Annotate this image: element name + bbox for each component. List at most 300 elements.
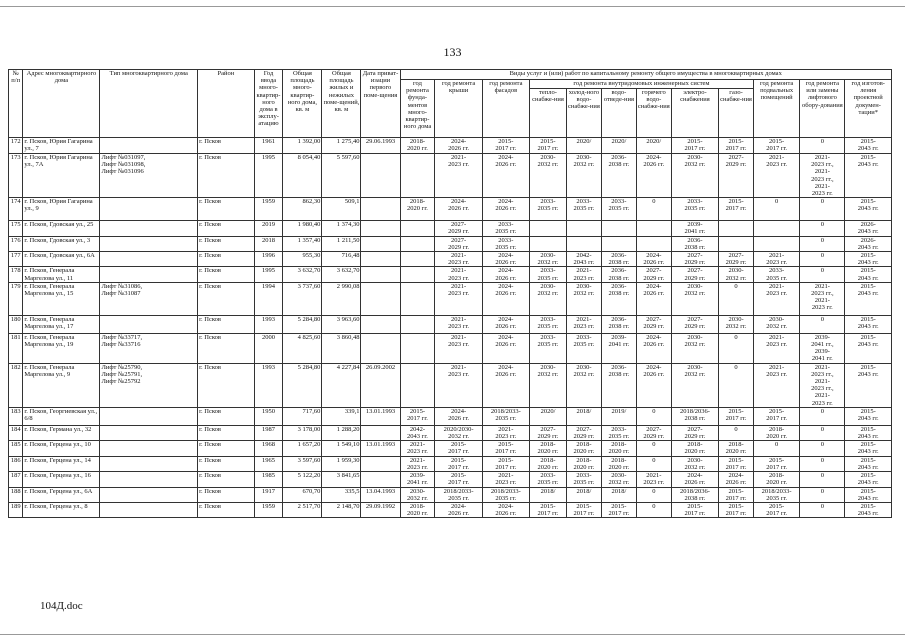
- header-privatization-date: Дата приват-изации первого поме-щения: [361, 70, 400, 138]
- cell-addr: г. Псков, Герцена ул., 8: [23, 502, 100, 517]
- cell-lift: 0: [800, 425, 845, 440]
- cell-fac: 2024- 2026 гг.: [482, 198, 529, 221]
- cell-proj: 2015- 2043 гг.: [845, 138, 892, 154]
- cell-base: 2015- 2017 гг.: [754, 407, 800, 425]
- cell-elec: 2018- 2020 гг.: [671, 441, 718, 456]
- cell-priv: [361, 456, 400, 471]
- cell-priv: [361, 221, 400, 236]
- cell-year: 2019: [254, 221, 283, 236]
- cell-priv: [361, 472, 400, 487]
- cell-type: [100, 472, 198, 487]
- cell-hot: 2021- 2023 гг.: [636, 472, 671, 487]
- footer-filename: 104Д.doc: [40, 600, 83, 612]
- cell-priv: [361, 236, 400, 251]
- cell-dist: г. Псков: [198, 456, 255, 471]
- cell-lift: 2021- 2023 гг., 2021- 2023 гг.: [800, 282, 845, 315]
- cell-roof: 2024- 2026 гг.: [435, 502, 482, 517]
- cell-base: 2018- 2020 гг.: [754, 472, 800, 487]
- cell-num: 177: [9, 252, 23, 267]
- cell-fund: 2018- 2020 гг.: [400, 138, 435, 154]
- cell-fund: [400, 363, 435, 407]
- cell-hot: [636, 221, 671, 236]
- cell-addr: г. Псков, Германа ул., 32: [23, 425, 100, 440]
- cell-base: 2018- 2020 гг.: [754, 425, 800, 440]
- cell-liv: 1 959,30: [322, 456, 361, 471]
- header-cold-water: холод-ного водо-снабже-ния: [566, 89, 601, 138]
- cell-num: 172: [9, 138, 23, 154]
- cell-liv: 3 963,60: [322, 315, 361, 333]
- cell-lift: 0: [800, 487, 845, 502]
- cell-base: 2015- 2017 гг.: [754, 456, 800, 471]
- cell-hot: 2024- 2026 гг.: [636, 333, 671, 363]
- cell-fac: 2024- 2026 гг.: [482, 154, 529, 198]
- cell-hot: 2024- 2026 гг.: [636, 154, 671, 198]
- cell-addr: г. Псков, Генерала Маргелова ул., 19: [23, 333, 100, 363]
- cell-lift: 2021- 2023 гг., 2021- 2023 гг., 2021- 2023 гг.: [800, 154, 845, 198]
- cell-priv: [361, 252, 400, 267]
- cell-addr: г. Псков, Герцена ул., 14: [23, 456, 100, 471]
- cell-year: 1993: [254, 363, 283, 407]
- cell-hot: 0: [636, 502, 671, 517]
- cell-elec: 2036- 2038 гг.: [671, 236, 718, 251]
- header-address: Адрес многоквартирного дома: [23, 70, 100, 138]
- cell-fund: 2030- 2032 гг.: [400, 487, 435, 502]
- cell-area: 670,70: [283, 487, 322, 502]
- table-row: [9, 282, 892, 315]
- cell-priv: 13.04.1993: [361, 487, 400, 502]
- cell-year: 1985: [254, 472, 283, 487]
- cell-dist: г. Псков: [198, 487, 255, 502]
- cell-year: 1917: [254, 487, 283, 502]
- cell-elec: 2018/2036- 2038 гг.: [671, 487, 718, 502]
- cell-roof: 2021- 2023 гг.: [435, 154, 482, 198]
- cell-fund: 2021- 2023 гг.: [400, 441, 435, 456]
- table-row: [9, 154, 892, 198]
- cell-drain: 2036- 2038 гг.: [601, 363, 636, 407]
- cell-heat: 2020/: [529, 407, 566, 425]
- cell-drain: [601, 236, 636, 251]
- header-heat: тепло-снабже-ния: [529, 89, 566, 138]
- table-row: [9, 315, 892, 333]
- cell-dist: г. Псков: [198, 252, 255, 267]
- cell-gas: 0: [719, 425, 754, 440]
- cell-fac: 2024- 2026 гг.: [482, 282, 529, 315]
- cell-base: 2021- 2023 гг.: [754, 363, 800, 407]
- cell-lift: 0: [800, 456, 845, 471]
- cell-area: 2 517,70: [283, 502, 322, 517]
- table-row: [9, 456, 892, 471]
- cell-proj: 2015- 2043 гг.: [845, 472, 892, 487]
- cell-elec: 2027- 2029 гг.: [671, 315, 718, 333]
- cell-heat: 2033- 2035 гг.: [529, 315, 566, 333]
- cell-drain: [601, 221, 636, 236]
- table-row: [9, 236, 892, 251]
- header-hot-water: горячего водо-снабже-ния: [636, 89, 671, 138]
- cell-dist: г. Псков: [198, 407, 255, 425]
- cell-liv: 716,48: [322, 252, 361, 267]
- cell-roof: 2015- 2017 гг.: [435, 456, 482, 471]
- cell-cold: 2020/: [566, 138, 601, 154]
- cell-priv: [361, 154, 400, 198]
- cell-heat: [529, 221, 566, 236]
- table-row: [9, 363, 892, 407]
- cell-hot: 0: [636, 198, 671, 221]
- table-row: [9, 138, 892, 154]
- cell-fac: 2033- 2035 гг.: [482, 236, 529, 251]
- cell-base: 0: [754, 441, 800, 456]
- cell-addr: г. Псков, Юрия Гагарина ул., 7: [23, 138, 100, 154]
- cell-liv: 3 841,65: [322, 472, 361, 487]
- cell-elec: 2015- 2017 гг.: [671, 502, 718, 517]
- cell-drain: 2019/: [601, 407, 636, 425]
- cell-heat: 2033- 2035 гг.: [529, 472, 566, 487]
- cell-num: 184: [9, 425, 23, 440]
- table-row: [9, 487, 892, 502]
- cell-heat: 2033- 2035 гг.: [529, 267, 566, 282]
- cell-num: 186: [9, 456, 23, 471]
- cell-fac: 2021- 2023 гг.: [482, 472, 529, 487]
- cell-hot: 2027- 2029 гг.: [636, 425, 671, 440]
- cell-cold: 2033- 2035 гг.: [566, 472, 601, 487]
- cell-liv: 3 860,48: [322, 333, 361, 363]
- cell-gas: 2015- 2017 гг.: [719, 502, 754, 517]
- header-facade: год ремонта фасадов: [482, 80, 529, 138]
- cell-area: 5 284,80: [283, 315, 322, 333]
- cell-year: 2018: [254, 236, 283, 251]
- cell-base: 0: [754, 198, 800, 221]
- cell-priv: [361, 282, 400, 315]
- cell-heat: 2018- 2020 гг.: [529, 456, 566, 471]
- cell-lift: 0: [800, 472, 845, 487]
- cell-fund: [400, 315, 435, 333]
- cell-dist: г. Псков: [198, 198, 255, 221]
- cell-type: [100, 502, 198, 517]
- cell-fac: 2024- 2026 гг.: [482, 363, 529, 407]
- cell-cold: 2021- 2023 гг.: [566, 315, 601, 333]
- cell-base: 2015- 2017 гг.: [754, 138, 800, 154]
- cell-drain: 2036- 2038 гг.: [601, 282, 636, 315]
- cell-fund: [400, 267, 435, 282]
- cell-liv: 2 990,08: [322, 282, 361, 315]
- cell-priv: [361, 267, 400, 282]
- cell-heat: 2015- 2017 гг.: [529, 138, 566, 154]
- cell-cold: 2030- 2032 гг.: [566, 363, 601, 407]
- header-year: Год ввода много-квартир-ного дома в эксплу-атацию: [254, 70, 283, 138]
- cell-fac: 2024- 2026 гг.: [482, 315, 529, 333]
- header-gas: газо-снабже-ния: [719, 89, 754, 138]
- cell-gas: 2015- 2017 гг.: [719, 407, 754, 425]
- cell-elec: 2030- 2032 гг.: [671, 282, 718, 315]
- cell-dist: г. Псков: [198, 441, 255, 456]
- header-roof: год ремонта крыши: [435, 80, 482, 138]
- cell-year: 2000: [254, 333, 283, 363]
- cell-base: 2018/2033- 2035 гг.: [754, 487, 800, 502]
- cell-drain: 2018/: [601, 487, 636, 502]
- cell-dist: г. Псков: [198, 472, 255, 487]
- cell-priv: [361, 425, 400, 440]
- cell-gas: 0: [719, 282, 754, 315]
- cell-heat: [529, 236, 566, 251]
- cell-num: 181: [9, 333, 23, 363]
- cell-gas: 2015- 2017 гг.: [719, 138, 754, 154]
- cell-addr: г. Псков, Гдовская ул., 3: [23, 236, 100, 251]
- cell-addr: г. Псков, Герцена ул., 10: [23, 441, 100, 456]
- cell-area: 955,30: [283, 252, 322, 267]
- cell-proj: 2015- 2043 гг.: [845, 267, 892, 282]
- cell-addr: г. Псков, Генерала Маргелова ул., 17: [23, 315, 100, 333]
- cell-type: [100, 425, 198, 440]
- cell-proj: 2026- 2043 гг.: [845, 221, 892, 236]
- cell-area: 3 178,00: [283, 425, 322, 440]
- cell-year: 1993: [254, 315, 283, 333]
- cell-type: [100, 315, 198, 333]
- cell-fund: [400, 282, 435, 315]
- cell-num: 178: [9, 267, 23, 282]
- cell-area: 1 657,20: [283, 441, 322, 456]
- cell-priv: 26.09.2002: [361, 363, 400, 407]
- cell-roof: 2021- 2023 гг.: [435, 282, 482, 315]
- cell-dist: г. Псков: [198, 502, 255, 517]
- cell-cold: 2033- 2035 гг.: [566, 198, 601, 221]
- header-works-group: Виды услуг и (или) работ по капитальному ремонту общего имущества в многоквартирных домах: [400, 70, 891, 80]
- cell-liv: 1 288,20: [322, 425, 361, 440]
- table-row: [9, 333, 892, 363]
- cell-year: 1959: [254, 198, 283, 221]
- cell-roof: 2021- 2023 гг.: [435, 252, 482, 267]
- cell-cold: 2018/: [566, 407, 601, 425]
- cell-cold: 2015- 2017 гг.: [566, 502, 601, 517]
- cell-fund: 2021- 2023 гг.: [400, 456, 435, 471]
- cell-gas: 2015- 2017 гг.: [719, 487, 754, 502]
- cell-lift: 0: [800, 221, 845, 236]
- cell-liv: 2 148,70: [322, 502, 361, 517]
- cell-fac: 2021- 2023 гг.: [482, 425, 529, 440]
- cell-gas: 2015- 2017 гг.: [719, 456, 754, 471]
- page-number: 133: [443, 45, 462, 59]
- cell-type: [100, 456, 198, 471]
- cell-roof: 2024- 2026 гг.: [435, 198, 482, 221]
- scan-edge-bottom: [0, 634, 905, 635]
- cell-gas: 2015- 2017 гг.: [719, 198, 754, 221]
- cell-priv: 13.01.1993: [361, 407, 400, 425]
- cell-hot: 2020/: [636, 138, 671, 154]
- cell-proj: 2015- 2043 гг.: [845, 407, 892, 425]
- cell-area: 862,30: [283, 198, 322, 221]
- cell-priv: 29.09.1992: [361, 502, 400, 517]
- cell-type: [100, 267, 198, 282]
- cell-year: 1959: [254, 502, 283, 517]
- cell-num: 188: [9, 487, 23, 502]
- cell-dist: г. Псков: [198, 221, 255, 236]
- table-row: [9, 441, 892, 456]
- cell-year: 1961: [254, 138, 283, 154]
- cell-fund: 2018- 2020 гг.: [400, 502, 435, 517]
- cell-fac: 2024- 2026 гг.: [482, 252, 529, 267]
- cell-hot: 2024- 2026 гг.: [636, 282, 671, 315]
- cell-drain: 2033- 2035 гг.: [601, 425, 636, 440]
- cell-proj: 2015- 2043 гг.: [845, 333, 892, 363]
- cell-heat: 2030- 2032 гг.: [529, 282, 566, 315]
- cell-fac: 2018/2033- 2035 гг.: [482, 407, 529, 425]
- cell-liv: 339,1: [322, 407, 361, 425]
- header-num: № п/п: [9, 70, 23, 138]
- cell-drain: 2020/: [601, 138, 636, 154]
- cell-dist: г. Псков: [198, 333, 255, 363]
- cell-lift: 0: [800, 267, 845, 282]
- cell-year: 1995: [254, 154, 283, 198]
- cell-heat: 2033- 2035 гг.: [529, 333, 566, 363]
- cell-addr: г. Псков, Генерала Маргелова ул., 11: [23, 267, 100, 282]
- cell-fac: 2024- 2026 гг.: [482, 502, 529, 517]
- cell-proj: 2015- 2043 гг.: [845, 487, 892, 502]
- cell-num: 185: [9, 441, 23, 456]
- cell-cold: 2030- 2032 гг.: [566, 282, 601, 315]
- cell-cold: 2027- 2029 гг.: [566, 425, 601, 440]
- cell-elec: 2027- 2029 гг.: [671, 425, 718, 440]
- cell-base: [754, 221, 800, 236]
- cell-heat: 2027- 2029 гг.: [529, 425, 566, 440]
- cell-addr: г. Псков, Герцена ул., 16: [23, 472, 100, 487]
- cell-roof: 2027- 2029 гг.: [435, 236, 482, 251]
- cell-fund: [400, 154, 435, 198]
- cell-heat: 2030- 2032 гг.: [529, 154, 566, 198]
- table-row: [9, 267, 892, 282]
- cell-fac: 2015- 2017 гг.: [482, 456, 529, 471]
- table-row: [9, 407, 892, 425]
- header-living-area: Общая площадь жилых и нежилых поме-щений, кв. м: [322, 70, 361, 138]
- cell-num: 176: [9, 236, 23, 251]
- cell-base: 2021- 2023 гг.: [754, 154, 800, 198]
- cell-drain: 2030- 2032 гг.: [601, 472, 636, 487]
- cell-dist: г. Псков: [198, 315, 255, 333]
- cell-heat: 2033- 2035 гг.: [529, 198, 566, 221]
- cell-roof: 2021- 2023 гг.: [435, 363, 482, 407]
- cell-area: 717,60: [283, 407, 322, 425]
- cell-roof: 2021- 2023 гг.: [435, 267, 482, 282]
- cell-heat: 2030- 2032 гг.: [529, 363, 566, 407]
- cell-gas: 0: [719, 363, 754, 407]
- table-row: [9, 198, 892, 221]
- cell-elec: 2015- 2017 гг.: [671, 138, 718, 154]
- cell-gas: 2018- 2020 гг.: [719, 441, 754, 456]
- cell-base: 2021- 2023 гг.: [754, 282, 800, 315]
- header-foundation: год ремонта фунда-ментов много-квартир-ного дома: [400, 80, 435, 138]
- cell-fac: 2024- 2026 гг.: [482, 267, 529, 282]
- cell-liv: 1 275,40: [322, 138, 361, 154]
- cell-lift: 0: [800, 252, 845, 267]
- table-row: [9, 252, 892, 267]
- cell-area: 3 632,70: [283, 267, 322, 282]
- cell-hot: 0: [636, 487, 671, 502]
- cell-heat: 2018/: [529, 487, 566, 502]
- cell-lift: 0: [800, 198, 845, 221]
- cell-year: 1996: [254, 252, 283, 267]
- cell-proj: 2015- 2043 гг.: [845, 425, 892, 440]
- cell-area: 1 357,40: [283, 236, 322, 251]
- cell-gas: 2024- 2026 гг.: [719, 472, 754, 487]
- cell-proj: 2015- 2043 гг.: [845, 252, 892, 267]
- cell-addr: г. Псков, Гдовская ул., 25: [23, 221, 100, 236]
- cell-dist: г. Псков: [198, 138, 255, 154]
- cell-type: Лифт №031097, Лифт №031098, Лифт №031096: [100, 154, 198, 198]
- cell-cold: 2030- 2032 гг.: [566, 154, 601, 198]
- cell-heat: 2015- 2017 гг.: [529, 502, 566, 517]
- cell-liv: 1 374,30: [322, 221, 361, 236]
- cell-lift: 0: [800, 441, 845, 456]
- cell-base: 2033- 2035 гг.: [754, 267, 800, 282]
- cell-roof: 2024- 2026 гг.: [435, 138, 482, 154]
- cell-type: [100, 221, 198, 236]
- cell-num: 174: [9, 198, 23, 221]
- cell-addr: г. Псков, Гдовская ул., 6А: [23, 252, 100, 267]
- cell-hot: [636, 236, 671, 251]
- header-type: Тип многоквартирного дома: [100, 70, 198, 138]
- table-row: [9, 221, 892, 236]
- cell-fac: 2024- 2026 гг.: [482, 333, 529, 363]
- cell-num: 189: [9, 502, 23, 517]
- cell-priv: [361, 333, 400, 363]
- cell-roof: 2024- 2026 гг.: [435, 407, 482, 425]
- cell-area: 1 980,40: [283, 221, 322, 236]
- cell-fund: 2018- 2020 гг.: [400, 198, 435, 221]
- cell-proj: 2015- 2043 гг.: [845, 315, 892, 333]
- cell-area: 4 825,60: [283, 333, 322, 363]
- cell-liv: 3 632,70: [322, 267, 361, 282]
- cell-num: 187: [9, 472, 23, 487]
- cell-fund: [400, 221, 435, 236]
- cell-type: [100, 252, 198, 267]
- cell-fund: [400, 333, 435, 363]
- cell-liv: 335,5: [322, 487, 361, 502]
- cell-heat: 2030- 2032 гг.: [529, 252, 566, 267]
- cell-num: 180: [9, 315, 23, 333]
- cell-elec: 2027- 2029 гг.: [671, 252, 718, 267]
- cell-drain: 2036- 2038 гг.: [601, 154, 636, 198]
- cell-dist: г. Псков: [198, 236, 255, 251]
- cell-cold: 2033- 2035 гг.: [566, 333, 601, 363]
- cell-base: 2030- 2032 гг.: [754, 315, 800, 333]
- cell-gas: 0: [719, 333, 754, 363]
- cell-num: 179: [9, 282, 23, 315]
- header-engineering-group: год ремонта внутридомовых инженерных систем: [529, 80, 753, 89]
- cell-hot: 2027- 2029 гг.: [636, 267, 671, 282]
- cell-num: 183: [9, 407, 23, 425]
- cell-liv: 1 549,10: [322, 441, 361, 456]
- cell-type: [100, 407, 198, 425]
- cell-gas: [719, 236, 754, 251]
- cell-priv: 29.06.1993: [361, 138, 400, 154]
- cell-fac: 2033- 2035 гг.: [482, 221, 529, 236]
- cell-type: [100, 198, 198, 221]
- cell-priv: [361, 315, 400, 333]
- cell-num: 175: [9, 221, 23, 236]
- cell-gas: 2027- 2029 гг.: [719, 252, 754, 267]
- cell-fund: [400, 252, 435, 267]
- cell-gas: 2030- 2032 гг.: [719, 315, 754, 333]
- header-drainage: водо-отведе-ния: [601, 89, 636, 138]
- cell-year: 1987: [254, 425, 283, 440]
- cell-proj: 2015- 2043 гг.: [845, 363, 892, 407]
- cell-fund: 2042- 2043 гг.: [400, 425, 435, 440]
- cell-priv: 13.01.1993: [361, 441, 400, 456]
- cell-roof: 2027- 2029 гг.: [435, 221, 482, 236]
- cell-area: 5 122,20: [283, 472, 322, 487]
- cell-year: 1995: [254, 267, 283, 282]
- cell-fund: [400, 236, 435, 251]
- cell-hot: 2024- 2026 гг.: [636, 363, 671, 407]
- cell-addr: г. Псков, Юрия Гагарина ул., 9: [23, 198, 100, 221]
- cell-hot: 0: [636, 456, 671, 471]
